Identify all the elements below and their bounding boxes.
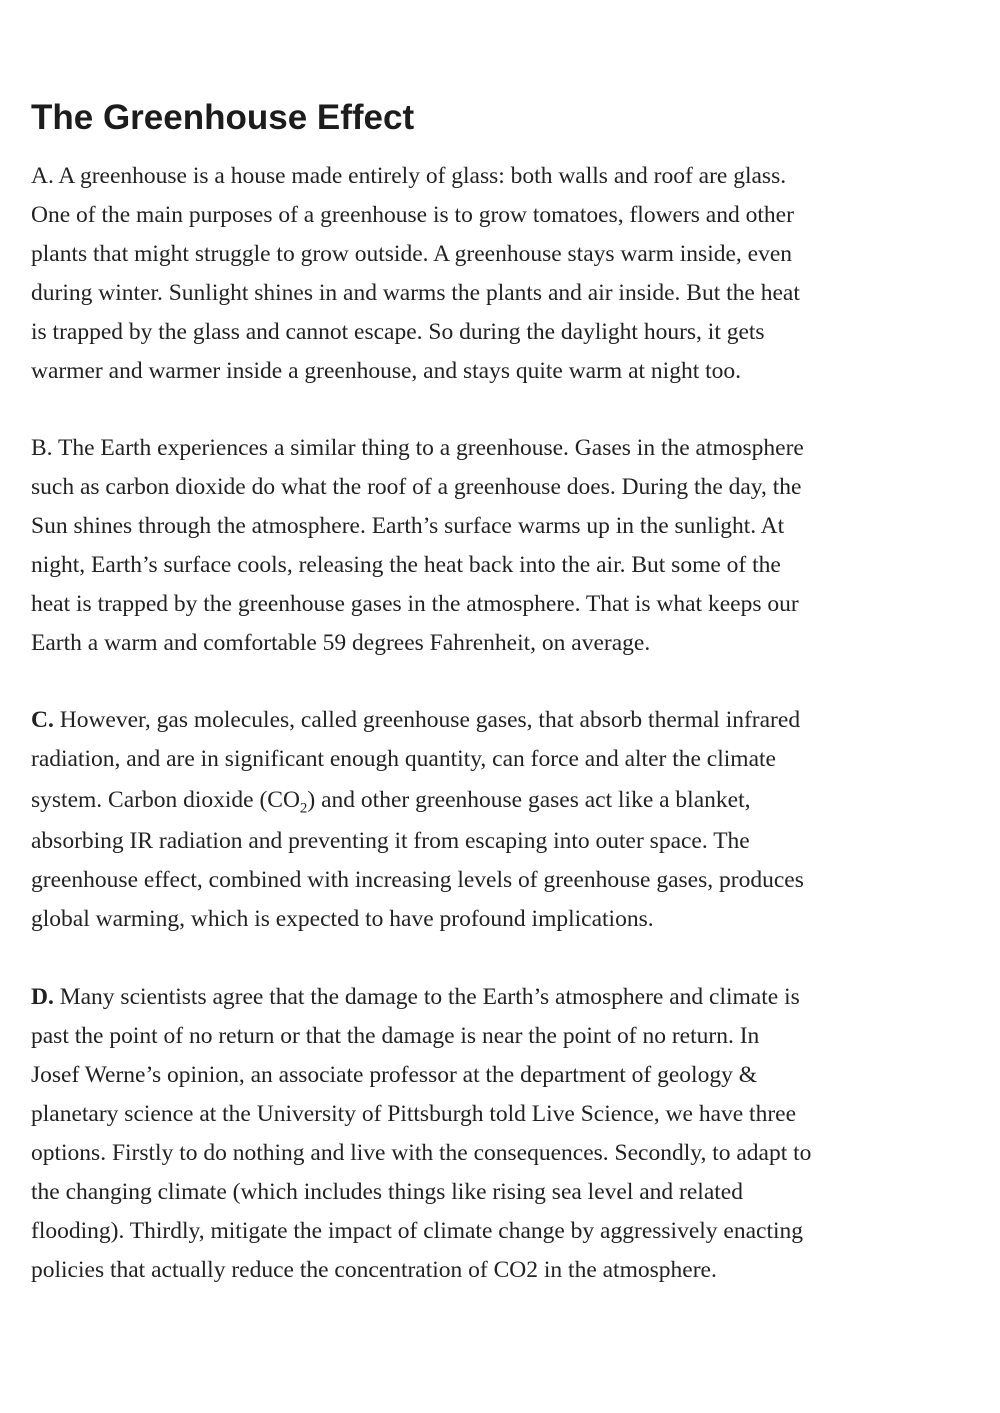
paragraph-line-text: However, gas molecules, called greenhouse gases, that absorb thermal infrared <box>53 707 801 733</box>
paragraph-line-text: ) and other greenhouse gases act like a blanket, <box>307 787 751 813</box>
paragraph-line: flooding). Thirdly, mitigate the impact of climate change by aggressively enacting <box>31 1218 804 1244</box>
paragraph-line: such as carbon dioxide do what the roof of a greenhouse does. During the day, the <box>31 474 802 500</box>
paragraph-line: policies that actually reduce the concentration of CO2 in the atmosphere. <box>31 1257 717 1283</box>
paragraph-line <box>31 978 811 1017</box>
paragraph-line: warmer and warmer inside a greenhouse, and stays quite warm at night too. <box>31 358 742 384</box>
paragraph-line: the changing climate (which includes things like rising sea level and related <box>31 1179 743 1205</box>
paragraph-line: planetary science at the University of Pittsburgh told Live Science, we have three <box>31 1101 797 1127</box>
paragraph-line-text: Many scientists agree that the damage to the Earth’s atmosphere and climate is <box>53 984 800 1010</box>
paragraph-line-text: system. Carbon dioxide (CO <box>31 787 300 813</box>
paragraph-line <box>31 779 804 822</box>
paragraph-line: options. Firstly to do nothing and live with the consequences. Secondly, to adapt to <box>31 1140 812 1166</box>
page-title: The Greenhouse Effect <box>31 98 415 137</box>
paragraph-line: Sun shines through the atmosphere. Earth’s surface warms up in the sunlight. At <box>31 513 785 539</box>
paragraph-line: during winter. Sunlight shines in and warms the plants and air inside. But the heat <box>31 280 800 306</box>
paragraph-line: greenhouse effect, combined with increasing levels of greenhouse gases, produces <box>31 867 804 893</box>
paragraph-marker: D. <box>31 984 54 1010</box>
paragraph-c <box>31 701 804 939</box>
paragraph-line: past the point of no return or that the damage is near the point of no return. In <box>31 1023 760 1049</box>
paragraph-line: A. A greenhouse is a house made entirely of glass: both walls and roof are glass. <box>31 163 787 189</box>
paragraph-line: B. The Earth experiences a similar thing to a greenhouse. Gases in the atmosphere <box>31 435 804 461</box>
paragraph-line: One of the main purposes of a greenhouse is to grow tomatoes, flowers and other <box>31 202 794 228</box>
subscript: 2 <box>299 800 308 817</box>
paragraph-line: absorbing IR radiation and preventing it from escaping into outer space. The <box>31 828 750 854</box>
paragraph-line: night, Earth’s surface cools, releasing the heat back into the air. But some of the <box>31 552 781 578</box>
paragraph-d <box>31 978 811 1290</box>
paragraph-line: Josef Werne’s opinion, an associate professor at the department of geology & <box>31 1062 757 1088</box>
paragraph-b <box>31 429 804 663</box>
paragraph-line: heat is trapped by the greenhouse gases in the atmosphere. That is what keeps our <box>31 591 799 617</box>
paragraph-line: global warming, which is expected to have profound implications. <box>31 906 654 932</box>
paragraph-line: radiation, and are in significant enough quantity, can force and alter the climate <box>31 746 776 772</box>
paragraph-line: Earth a warm and comfortable 59 degrees Fahrenheit, on average. <box>31 630 651 656</box>
paragraph-line <box>31 701 804 740</box>
paragraph-line: plants that might struggle to grow outside. A greenhouse stays warm inside, even <box>31 241 793 267</box>
paragraph-a <box>31 157 800 391</box>
paragraph-line: is trapped by the glass and cannot escape. So during the daylight hours, it gets <box>31 319 765 345</box>
paragraph-marker: C. <box>31 707 54 733</box>
